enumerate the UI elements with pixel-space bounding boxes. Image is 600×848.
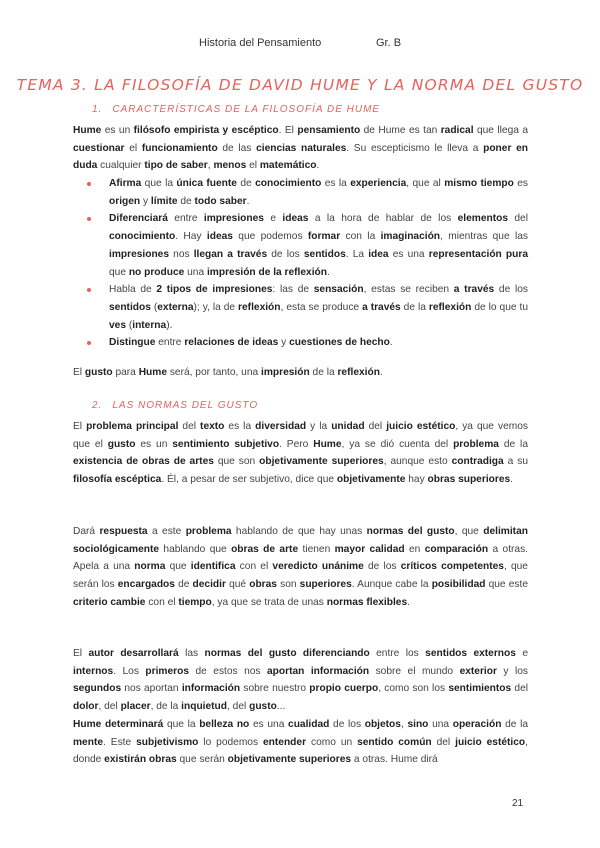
bullet-icon — [87, 182, 91, 186]
paragraph: Hume es un filósofo empirista y escéptico. El pensamiento de Hume es tan radical que llega a cuestionar el funcionamiento de las ciencias naturales. Su escepticismo le lleva a poner en duda cualquier tipo de saber, menos el matemático. — [73, 125, 528, 172]
list-item: Habla de 2 tipos de impresiones: las de sensación, estas se reciben a través de los sentidos (externa); y, la de reflexión, esta se produce a través de la reflexión de lo que tu ves (interna). — [84, 281, 528, 334]
section-number: 2. — [92, 400, 103, 411]
page-header — [0, 37, 600, 53]
section-title: LAS NORMAS DEL GUSTO — [112, 400, 259, 411]
list-item: Distingue entre relaciones de ideas y cuestiones de hecho. — [84, 334, 528, 352]
paragraph: El autor desarrollará las normas del gusto diferenciando entre los sentidos externos e internos. Los primeros de estos nos aportan información sobre el mundo exterior y los segundos nos aportan información sobre nuestro propio cuerpo, como son los sentimientos del dolor, del placer, de la inquietud, del gusto... Hume determinará que la belleza no es una cualidad de los objetos, sino una operación de la mente. Este subjetivismo lo podemos entender como un sentido común del juicio estético, donde existirán obras que serán objetivamente superiores a otras. Hume dirá — [73, 648, 529, 766]
section-title: CARACTERÍSTICAS DE LA FILOSOFÍA DE HUME — [112, 104, 381, 115]
bullet-icon — [87, 288, 91, 292]
paragraph: Dará respuesta a este problema hablando de que hay unas normas del gusto, que delimitan sociológicamente hablando que obras de arte tienen mayor calidad en comparación a otras. Apela a una norma que identifica con el veredicto unánime de los críticos competentes, que serán los encargados de decidir qué obras son superiores. Aunque cabe la posibilidad que este criterio cambie con el tiempo, ya que se trata de unas normas flexibles. — [73, 526, 529, 608]
section-number: 1. — [92, 104, 103, 115]
bullet-icon — [87, 217, 91, 221]
list-item: Afirma que la única fuente de conocimiento es la experiencia, que al mismo tiempo es origen y límite de todo saber. — [84, 175, 528, 210]
section-heading-1 — [92, 104, 380, 115]
page-title: TEMA 3. LA FILOSOFÍA DE DAVID HUME Y LA NORMA DEL GUSTO — [16, 76, 584, 94]
list-item: Diferenciará entre impresiones e ideas a la hora de hablar de los elementos del conocimiento. Hay ideas que podemos formar con la imaginación, mientras que las impresiones nos llegan a través de los sentidos. La idea es una representación pura que no produce una impresión de la reflexión. — [84, 210, 528, 281]
bullet-list — [84, 175, 528, 352]
section-heading-2 — [92, 400, 258, 411]
header-course: Historia del Pensamiento — [199, 37, 322, 49]
bullet-icon — [87, 341, 91, 345]
page-number: 21 — [512, 798, 524, 809]
paragraph: El gusto para Hume será, por tanto, una impresión de la reflexión. — [73, 367, 383, 378]
paragraph: El problema principal del texto es la diversidad y la unidad del juicio estético, ya que vemos que el gusto es un sentimiento subjetivo. Pero Hume, ya se dió cuenta del problema de la existencia de obras de artes que son objetivamente superiores, aunque esto contradiga a su filosofía escéptica. Él, a pesar de ser subjetivo, dice que objetivamente hay obras superiores. — [73, 421, 528, 486]
header-group: Gr. B — [376, 37, 402, 49]
